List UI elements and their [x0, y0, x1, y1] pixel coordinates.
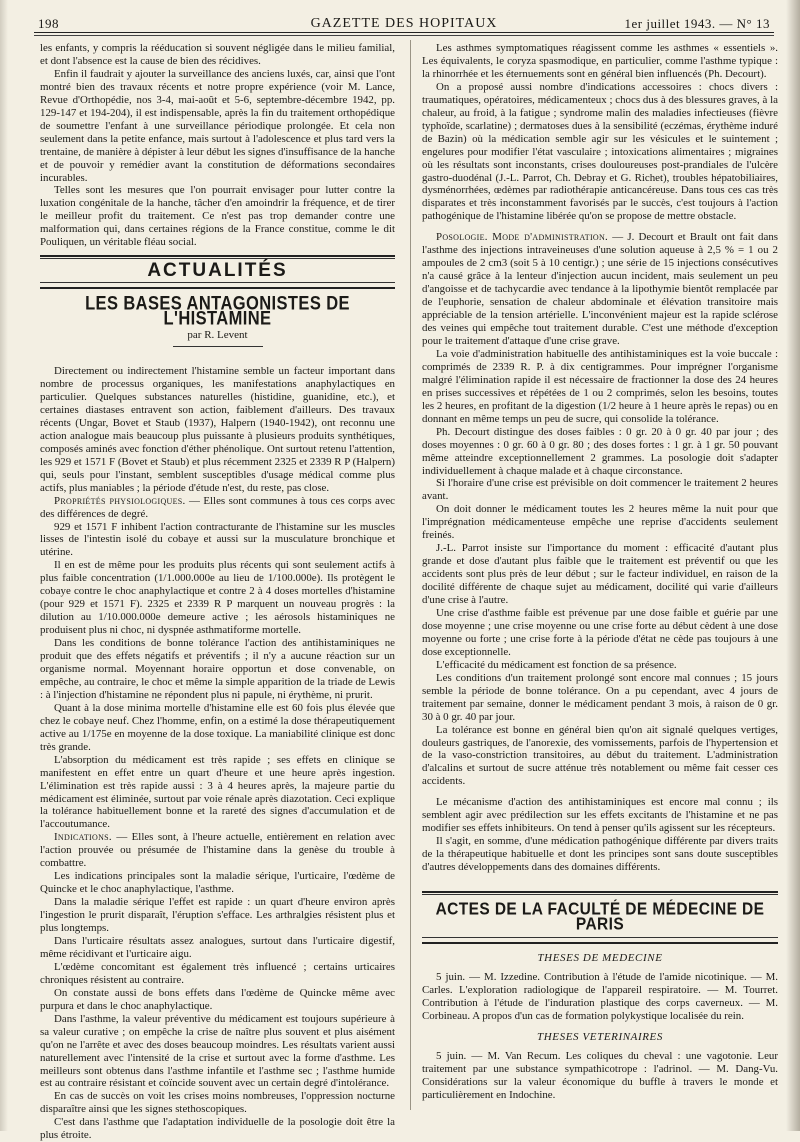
issue-date: 1er juillet 1943. — N° 13 [624, 16, 770, 31]
section-title: ACTES DE LA FACULTÉ DE MÉDECINE DE PARIS [435, 899, 765, 935]
paragraph: Dans la maladie sérique l'effet est rapide : un quart d'heure environ après l'ingestion le prurit disparaît, l'éruption s'efface. Les arthralgies résistent plus et plus longtemps. [40, 896, 395, 935]
header-rule [34, 32, 774, 33]
paragraph: La tolérance est bonne en général bien qu'on ait signalé quelques vertiges, douleurs gastriques, de l'anorexie, des vomissements, parfois de l'hypertension et de la vaso-constriction transitoires, au début du traitement. L'administration d'alcalins et surtout de sucre atténue très notablement ou même fait cesser ces accidents. [422, 723, 778, 788]
paragraph: Les indications principales sont la maladie sérique, l'urticaire, l'œdème de Quincke et le choc anaphylactique, l'asthme. [40, 870, 395, 896]
paragraph: — Elles sont, à l'heure actuelle, entièrement en relation avec l'action prouvée ou présumée de l'histamine dans la genèse du trouble à combattre. [40, 831, 395, 870]
paragraph: — Elles sont communes à tous ces corps avec des différences de degré. [40, 494, 395, 520]
paragraph: L'absorption du médicament est très rapide ; ses effets en clinique se manifestent en effet entre un quart d'heure et une heure après ingestion. L'élimination est très rapide aussi : 3 à 4 heures après, la majeure partie du médicament est éliminée, surtout par voie rénale après diazotation. Ceci explique la tolérance habituellement bonne et la rareté des signes d'accumulation et de l'accoutumance. [40, 753, 395, 831]
section-title: ACTUALITÉS [147, 260, 288, 282]
paragraph: L'œdème concomitant est également très influencé ; certains urticaires chroniques résistent au contraire. [40, 960, 395, 986]
page-number: 198 [38, 16, 59, 31]
section-rule [422, 942, 778, 944]
page-edge-shadow [786, 0, 800, 1131]
paragraph: Telles sont les mesures que l'on pourrait envisager pour lutter contre la luxation congénitale de la hanche, tâcher d'en amoindrir la fréquence, et de tirer le meilleur profit du traitement. Ce n'est pas trop demander contre une malformation qui, dans certaines régions de la France constitue, comme le dit Pouliquen, un véritable fléau social. [40, 184, 395, 249]
paragraph: Enfin il faudrait y ajouter la surveillance des anciens luxés, car, ainsi que l'ont montré bien des travaux récents et notre propre expérience (voir M. Lance, Revue d'Orthopédie, nos 3-4, mai-août et 5-6, septembre-décembre 1942, pp. 129-147 et 194-204), il est indispensable, après la fin du traitement orthopédique de soumettre l'enfant à une surveillance périodique prolongée. Et cela non seulement dans la petite enfance, mais surtout à l'adolescence et plus tard vers la trentaine, de manière à dépister à leur début les signes d'insuffisance de la hanche et de pouvoir y remédier avant la constitution de déformations secondaires incurables. [40, 67, 395, 184]
page-header [34, 12, 774, 34]
paragraph: Les conditions d'un traitement prolongé sont encore mal connues ; 15 jours semble la période de bonne tolérance. On a pu cependant, avec 4 jours de traitement par semaine, donner le médicament pendant 3 mois, à raison de 0 gr. 30 à 0 gr. 40 par jour. [422, 671, 778, 723]
paragraph: La voie d'administration habituelle des antihistaminiques est la voie buccale : comprimés de 2339 R. P. à dix centigrammes. Pour imprégner l'organisme malgré l'élimination rapide il est nécessaire de fractionner la dose des 24 heures en prises successives et répétées de 1 ou 2 comprimés, selon les besoins, toutes les 2 heures, en profitant de la digestion (1/2 heure à 1 heure après le repas) ou en donnant en même temps un peu de sucre, qui consolide la tolérance. [422, 347, 778, 425]
paragraph-heading: Posologie. Mode d'administration. [436, 231, 609, 244]
paragraph: L'efficacité du médicament est fonction de sa présence. [436, 658, 677, 671]
paragraph: Dans l'asthme, la valeur préventive du médicament est toujours supérieure à sa valeur curative ; on empêche la crise de naître plus souvent et plus aisément qu'on ne l'arrête et avec des doses beaucoup moindres. Les résultats varient aussi naturellement avec l'intensité de la crise et surtout avec la forme d'asthme. Les meilleurs sont obtenus dans l'asthme infantile et l'asthme sec ; l'asthme humide est au contraire résistant et coïncide souvent avec un certain degré d'intolérance. [40, 1012, 395, 1090]
section-rule-thin [40, 282, 395, 283]
article-title: LES BASES ANTAGONISTES DE L'HISTAMINE [85, 293, 350, 330]
subsection-heading: THESES DE MEDECINE [537, 951, 663, 964]
paragraph: Quant à la dose minima mortelle d'histamine elle est 60 fois plus élevée que chez le cobaye neuf. Chez l'homme, enfin, on a estimé la dose thérapeutiquement active au 1/175e en moyenne de la dose toxique. La maniabilité clinique est donc très grande. [40, 701, 395, 753]
paragraph: On doit donner le médicament toutes les 2 heures même la nuit pour que l'imprégnation médicamenteuse empêche une reprise d'accidents seulement freinés. [422, 503, 778, 542]
section-rule [40, 287, 395, 289]
paragraph: C'est dans l'asthme que l'adaptation individuelle de la posologie doit être la plus étroite. [40, 1116, 395, 1142]
paragraph: Directement ou indirectement l'histamine semble un facteur important dans nombre de processus organiques, les manifestations anaphylactiques en particulier. Quelques substances naturelles (histidine, guanidine, etc.), et certaines diastases entravent son action, faiblement d'ailleurs. Des travaux récents (Ungar, Bovet et Staub (1937), Halpern (1940-1942), ont reconnu une action analogue mais beaucoup plus puissante à plusieurs produits synthétiques, composés aminés avec fonction d'éther phénolique. Ont surtout retenu l'attention, les 929 et 1571 F (Bovet et Staub) et plus récemment 2325 et 2339 R P (Halpern) qui, seuls pour l'instant, semblent susceptibles d'usage médical comme plus actifs, plus maniables ; la période d'étude n'est, du reste, pas close. [40, 365, 395, 494]
paragraph: 5 juin. — M. Van Recum. Les coliques du cheval : une vagotonie. Leur traitement par une substance sympathicotrope : l'adrinol. — M. Dang-Vu. Considérations sur la valeur économique du buffle à travers le monde et particulièrement en Indochine. [422, 1049, 778, 1101]
paragraph: En cas de succès on voit les crises moins nombreuses, l'oppression nocturne disparaître ainsi que les signes stethoscopiques. [40, 1090, 395, 1116]
author-rule [173, 346, 263, 347]
article-author: par R. Levent [187, 329, 248, 342]
paragraph: Dans les conditions de bonne tolérance l'action des antihistaminiques ne produit que des effets négatifs et préventifs ; il n'y a aucune réaction sur un organisme normal. Moyennant horaire opportun et dose convenable, on empêche, au contraire, le choc et même la simple apparition de la triade de Lewis : à l'injection d'histamine ne répondent plus ni papule, ni érythème, ni prurit. [40, 637, 395, 701]
left-column [40, 42, 395, 1142]
subsection-heading: THESES VETERINAIRES [537, 1030, 663, 1043]
paragraph-heading: Propriétés physiologiques. [54, 494, 186, 507]
section-rule-thin [422, 937, 778, 938]
paragraph: — J. Decourt et Brault ont fait dans l'asthme des injections intraveineuses d'une solution aqueuse à 2,5 % = 1 ou 2 ampoules de 2 cm3 (soit 5 à 10 centigr.) ; une série de 15 injections consécutives n'a causé grâce à la lenteur d'injection aucun incident, mais seulement un peu d'angoisse et de tachycardie avec tendance à la lipothymie bientôt remplacée par de l'euphorie, sensation de chaleur abdominale et élévation transitoire mais appréciable de la tension artérielle. L'inconvénient majeur est la rapide sclérose des veines qui empêche tout traitement durable. C'est une méthode d'exception pour le traitement d'attaque d'une crise grave. [422, 231, 778, 347]
paragraph: Il en est de même pour les produits plus récents qui sont seulement actifs à plus faible concentration (1/1.000.000e au lieu de 1/100.000e). Ils protègent le cobaye contre le choc anaphylactique et contre 2 à 4 doses mortelles d'histamine (pour 929 et 1571 F). 2325 et 2339 R P marquent un nouveau progrès : la dilution au 1/10.000.000e demeure active ; les aérosols histaminiques ne produisent plus ni choc, ni dyspnée asthmatiforme mortelle. [40, 559, 395, 637]
paragraph: Ph. Decourt distingue des doses faibles : 0 gr. 20 à 0 gr. 40 par jour ; des doses moyennes : 0 gr. 60 à 0 gr. 80 ; des doses fortes : 1 gr. à 1 gr. 50 pouvant même atteindre exceptionnellement 2 grammes. La posologie doit s'adapter individuellement à chaque malade et à chaque circonstance. [422, 425, 778, 477]
right-column [422, 42, 778, 1101]
column-divider [410, 40, 411, 1110]
spacer [422, 788, 778, 796]
paragraph: Il s'agit, en somme, d'une médication pathogénique différente par divers traits de la thérapeutique habituelle et dont les principes sont sans doute susceptibles d'autres développements dans des domaines différents. [422, 835, 778, 874]
paragraph: Si l'horaire d'une crise est prévisible on doit commencer le traitement 2 heures avant. [422, 477, 778, 503]
section-rule [40, 255, 395, 257]
section-rule-thin [422, 894, 778, 895]
paragraph: Dans l'urticaire résultats assez analogues, surtout dans l'urticaire digestif, même récidivant et l'urticaire aigu. [40, 935, 395, 960]
paragraph: On constate aussi de bons effets dans l'œdème de Quincke même avec purpura et dans le choc anaphylactique. [40, 986, 395, 1012]
spacer [422, 874, 778, 888]
journal-title: GAZETTE DES HOPITAUX [310, 16, 498, 31]
paragraph: les enfants, y compris la rééducation si souvent négligée dans le milieu familial, et dont l'absence est la cause de bien des récidives. [40, 42, 395, 67]
paragraph: 5 juin. — M. Izzedine. Contribution à l'étude de l'amide nicotinique. — M. Carles. L'exploration radiologique de l'appareil respiratoire. — M. Tourret. Contribution à l'étude de l'induration plastique des corps caverneux. — M. Corbineau. A propos d'un cas de formation polykystique localisée du rein. [422, 970, 778, 1022]
paragraph: Le mécanisme d'action des antihistaminiques est encore mal connu ; ils semblent agir avec prédilection sur les effets excitants de l'histamine et ne pas modifier ses effets inhibiteurs. On tend à penser qu'ils agissent sur les récepteurs. [422, 796, 778, 835]
paragraph: 929 et 1571 F inhibent l'action contracturante de l'histamine sur les muscles lisses de l'intestin isolé du cobaye et aussi sur la musculature bronchique et utérine. [40, 520, 395, 559]
paragraph: On a proposé aussi nombre d'indications accessoires : chocs divers : traumatiques, opératoires, médicamenteux ; chocs dus à des blessures graves, à la chaleur, au froid, à la fatigue ; syndrome malin des maladies infectieuses (fièvre typhoïde, scarlatine) ; dermatoses dues à la sensibilité (eczémas, érythème induré de Bazin) où la médication semble agir sur les vésicules et le suintement ; engelures pour modifier l'état vasculaire ; intoxications alimentaires ; migraines où les résultats sont inconstants, crises douloureuses post-prandiales de l'ulcère gastro-duodénal (J.-L. Parrot, Ch. Debray et G. Richet), troubles hépatobiliaires, dysménorrhées, œdèmes par radiothérapie anticancéreuse. Dans tous ces cas très disparates et très inconstamment favorisés par le succès, c'est toujours à l'action pathogénique de l'histamine libérée qu'on se propose de mettre obstacle. [422, 80, 778, 223]
section-rule [422, 891, 778, 893]
page-fold-shadow [0, 0, 8, 1131]
paragraph: Une crise d'asthme faible est prévenue par une dose faible et guérie par une dose moyenne ; une crise moyenne ou une crise forte au début cèdent à une dose moyenne ou forte ; une crise forte à la période d'état ne cède pas toujours à une dose exceptionnelle. [422, 606, 778, 658]
spacer [422, 223, 778, 231]
paragraph: Les asthmes symptomatiques réagissent comme les asthmes « essentiels ». Les équivalents, le coryza spasmodique, en particulier, comme l'asthme typique : la rhinorrhée et les éternuements sont en général bien influencés (Ph. Decourt). [422, 42, 778, 80]
paragraph: J.-L. Parrot insiste sur l'importance du moment : efficacité d'autant plus grande et dose d'autant plus faible que le traitement est préventif ou que les accidents sont plus près de leur début ; sur le facteur individuel, en raison de la docilité différente de chaque sujet au médicament, docilité qui varie d'ailleurs d'une crise à l'autre. [422, 542, 778, 607]
header-rule-thin [34, 35, 774, 36]
paragraph-heading: Indications. [54, 831, 112, 844]
